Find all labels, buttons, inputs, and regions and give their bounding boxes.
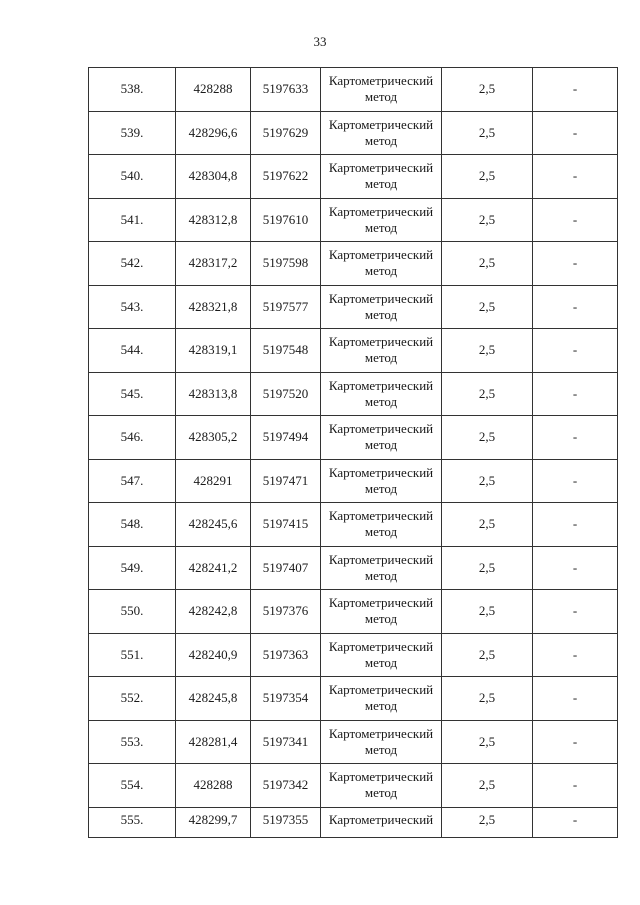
point-number-cell: 553. [89,720,176,764]
note-cell: - [533,546,618,590]
y-coordinate-cell: 5197471 [251,459,321,503]
method-cell: Картометрический метод [321,242,442,286]
point-number-cell: 547. [89,459,176,503]
x-coordinate-cell: 428305,2 [176,416,251,460]
x-coordinate-cell: 428321,8 [176,285,251,329]
page-number: 33 [313,34,327,49]
point-number-cell: 541. [89,198,176,242]
x-coordinate-cell: 428245,6 [176,503,251,547]
point-number-cell: 543. [89,285,176,329]
table-row [89,198,618,242]
point-number-cell: 542. [89,242,176,286]
note-cell: - [533,459,618,503]
method-cell: Картометрический метод [321,590,442,634]
x-coordinate-cell: 428241,2 [176,546,251,590]
accuracy-cell: 2,5 [442,633,533,677]
y-coordinate-cell: 5197633 [251,68,321,112]
note-cell: - [533,677,618,721]
table-row [89,677,618,721]
point-number-cell: 538. [89,68,176,112]
table-row [89,329,618,373]
note-cell: - [533,372,618,416]
table-row [89,155,618,199]
y-coordinate-cell: 5197622 [251,155,321,199]
y-coordinate-cell: 5197598 [251,242,321,286]
point-number-cell: 550. [89,590,176,634]
table-row [89,764,618,808]
x-coordinate-cell: 428245,8 [176,677,251,721]
y-coordinate-cell: 5197520 [251,372,321,416]
point-number-cell: 549. [89,546,176,590]
method-cell: Картометрический метод [321,68,442,112]
accuracy-cell: 2,5 [442,807,533,837]
coordinates-table-body [89,68,618,838]
y-coordinate-cell: 5197577 [251,285,321,329]
note-cell: - [533,198,618,242]
x-coordinate-cell: 428291 [176,459,251,503]
table-row [89,720,618,764]
point-number-cell: 540. [89,155,176,199]
point-number-cell: 548. [89,503,176,547]
point-number-cell: 552. [89,677,176,721]
note-cell: - [533,285,618,329]
point-number-cell: 539. [89,111,176,155]
note-cell: - [533,807,618,837]
accuracy-cell: 2,5 [442,503,533,547]
method-cell: Картометрический метод [321,459,442,503]
point-number-cell: 546. [89,416,176,460]
method-cell: Картометрический метод [321,720,442,764]
accuracy-cell: 2,5 [442,416,533,460]
x-coordinate-cell: 428319,1 [176,329,251,373]
y-coordinate-cell: 5197342 [251,764,321,808]
method-cell: Картометрический [321,807,442,837]
x-coordinate-cell: 428304,8 [176,155,251,199]
accuracy-cell: 2,5 [442,68,533,112]
note-cell: - [533,720,618,764]
accuracy-cell: 2,5 [442,372,533,416]
method-cell: Картометрический метод [321,546,442,590]
table-row [89,633,618,677]
x-coordinate-cell: 428299,7 [176,807,251,837]
x-coordinate-cell: 428281,4 [176,720,251,764]
method-cell: Картометрический метод [321,285,442,329]
method-cell: Картометрический метод [321,198,442,242]
coordinates-table [88,67,618,838]
note-cell: - [533,68,618,112]
note-cell: - [533,590,618,634]
x-coordinate-cell: 428288 [176,764,251,808]
note-cell: - [533,764,618,808]
method-cell: Картометрический метод [321,416,442,460]
table-row [89,111,618,155]
x-coordinate-cell: 428242,8 [176,590,251,634]
x-coordinate-cell: 428317,2 [176,242,251,286]
x-coordinate-cell: 428296,6 [176,111,251,155]
note-cell: - [533,111,618,155]
y-coordinate-cell: 5197355 [251,807,321,837]
table-row [89,807,618,837]
point-number-cell: 545. [89,372,176,416]
table-row [89,285,618,329]
accuracy-cell: 2,5 [442,198,533,242]
table-row [89,590,618,634]
method-cell: Картометрический метод [321,155,442,199]
y-coordinate-cell: 5197363 [251,633,321,677]
y-coordinate-cell: 5197548 [251,329,321,373]
note-cell: - [533,155,618,199]
method-cell: Картометрический метод [321,633,442,677]
x-coordinate-cell: 428312,8 [176,198,251,242]
note-cell: - [533,329,618,373]
accuracy-cell: 2,5 [442,764,533,808]
accuracy-cell: 2,5 [442,285,533,329]
y-coordinate-cell: 5197494 [251,416,321,460]
y-coordinate-cell: 5197629 [251,111,321,155]
accuracy-cell: 2,5 [442,546,533,590]
note-cell: - [533,242,618,286]
y-coordinate-cell: 5197354 [251,677,321,721]
accuracy-cell: 2,5 [442,590,533,634]
table-row [89,372,618,416]
method-cell: Картометрический метод [321,329,442,373]
x-coordinate-cell: 428240,9 [176,633,251,677]
table-row [89,68,618,112]
method-cell: Картометрический метод [321,111,442,155]
note-cell: - [533,416,618,460]
method-cell: Картометрический метод [321,503,442,547]
x-coordinate-cell: 428313,8 [176,372,251,416]
table-row [89,242,618,286]
note-cell: - [533,633,618,677]
accuracy-cell: 2,5 [442,329,533,373]
y-coordinate-cell: 5197341 [251,720,321,764]
method-cell: Картометрический метод [321,677,442,721]
y-coordinate-cell: 5197610 [251,198,321,242]
accuracy-cell: 2,5 [442,677,533,721]
point-number-cell: 544. [89,329,176,373]
accuracy-cell: 2,5 [442,242,533,286]
table-row [89,416,618,460]
point-number-cell: 555. [89,807,176,837]
point-number-cell: 551. [89,633,176,677]
x-coordinate-cell: 428288 [176,68,251,112]
accuracy-cell: 2,5 [442,459,533,503]
y-coordinate-cell: 5197407 [251,546,321,590]
table-row [89,459,618,503]
method-cell: Картометрический метод [321,372,442,416]
accuracy-cell: 2,5 [442,111,533,155]
y-coordinate-cell: 5197376 [251,590,321,634]
table-row [89,503,618,547]
y-coordinate-cell: 5197415 [251,503,321,547]
accuracy-cell: 2,5 [442,155,533,199]
note-cell: - [533,503,618,547]
point-number-cell: 554. [89,764,176,808]
table-row [89,546,618,590]
accuracy-cell: 2,5 [442,720,533,764]
method-cell: Картометрический метод [321,764,442,808]
